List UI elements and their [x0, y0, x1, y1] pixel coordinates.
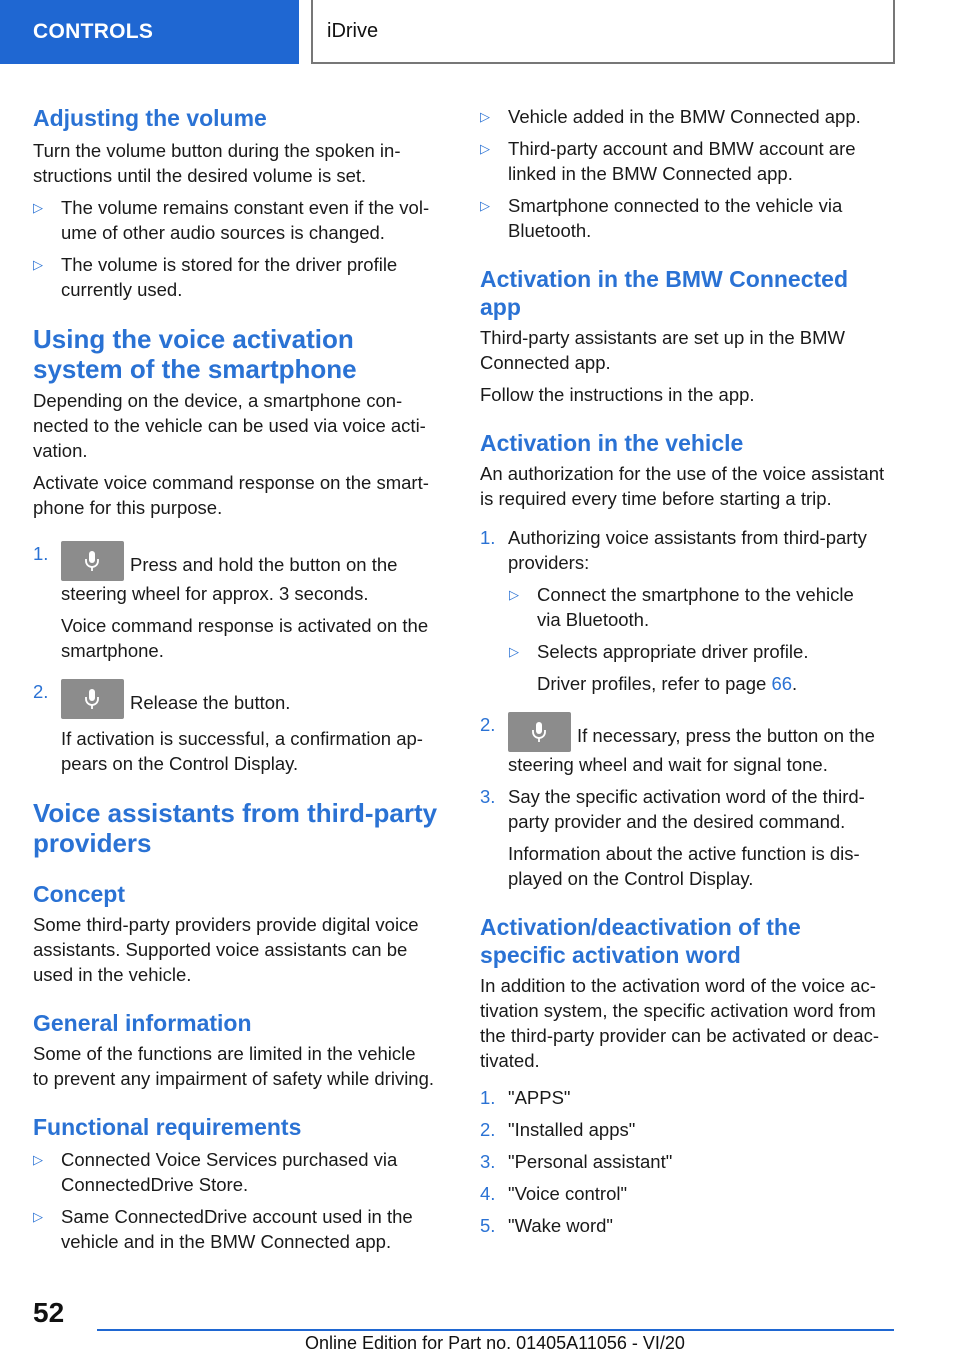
- footer-edition: Online Edition for Part no. 01405A11056 - VI/20: [305, 1333, 685, 1353]
- step-number: 2.: [33, 681, 49, 702]
- paragraph-voice-1: Depending on the device, a smartphone con- nected to the vehicle can be used via voice acti- vation.: [33, 390, 426, 461]
- paragraph-deact: In addition to the activation word of the voice ac- tivation system, the specific activation word from the third-party provider can be activated or deac- tivated.: [480, 975, 879, 1071]
- list-item: ▷ Connect the smartphone to the vehicle via Bluetooth.: [509, 584, 854, 630]
- list-item: ▷ Connected Voice Services purchased via ConnectedDrive Store.: [33, 1149, 398, 1195]
- step-1: 1. Press and hold the button on the steering wheel for approx. 3 seconds.: [33, 543, 398, 604]
- step-number: 1.: [480, 527, 496, 548]
- triangle-bullet-icon: ▷: [480, 198, 490, 213]
- triangle-bullet-icon: ▷: [509, 587, 519, 602]
- step-1-note: Voice command response is activated on the smartphone.: [61, 615, 429, 661]
- chapter-title: iDrive: [327, 19, 379, 42]
- paragraph-follow: Follow the instructions in the app.: [480, 384, 755, 405]
- microphone-button-icon: [508, 712, 571, 752]
- driver-profile-reference: Driver profiles, refer to page 66.: [537, 673, 798, 694]
- step-number: 1.: [33, 543, 49, 564]
- list-item: ▷ Vehicle added in the BMW Connected app.: [480, 106, 861, 127]
- list-item: ▷ The volume is stored for the driver profile currently used.: [33, 254, 398, 300]
- microphone-icon: [84, 550, 100, 572]
- list-item: ▷ Selects appropriate driver profile.: [509, 641, 809, 662]
- microphone-button-icon: [61, 679, 124, 719]
- heading-activation-vehicle: Activation in the vehicle: [480, 430, 744, 456]
- left-column: [33, 100, 445, 1254]
- list-item: ▷ Smartphone connected to the vehicle via Bluetooth.: [480, 195, 843, 241]
- page-number: 52: [33, 1297, 65, 1328]
- paragraph-concept: Some third-party providers provide digital voice assistants. Supported voice assistants can be used in the vehicle.: [33, 914, 419, 985]
- microphone-icon: [531, 721, 547, 743]
- heading-functional-requirements: Functional requirements: [33, 1114, 302, 1140]
- heading-third-party: Voice assistants from third-party providers: [33, 798, 438, 858]
- paragraph-vehicle: An authorization for the use of the voice assistant is required every time before starting a trip.: [480, 463, 885, 509]
- triangle-bullet-icon: ▷: [480, 109, 490, 124]
- chapter-tab-idrive: [311, 0, 895, 64]
- list-item: ▷ Third-party account and BMW account are linked in the BMW Connected app.: [480, 138, 856, 184]
- step-number: 2.: [480, 714, 496, 735]
- heading-voice-activation: Using the voice activation system of the smartphone: [33, 324, 357, 384]
- triangle-bullet-icon: ▷: [509, 644, 519, 659]
- step-2: 2. Release the button.: [33, 679, 445, 719]
- heading-adjusting-volume: Adjusting the volume: [33, 105, 267, 131]
- list-item: ▷ Same ConnectedDrive account used in the vehicle and in the BMW Connected app.: [33, 1206, 413, 1252]
- microphone-button-icon: [61, 541, 124, 581]
- step-number: 3.: [480, 786, 496, 807]
- triangle-bullet-icon: ▷: [33, 200, 43, 215]
- paragraph-voice-2: Activate voice command response on the smart- phone for this purpose.: [33, 472, 429, 518]
- list-item: 2. "Installed apps": [480, 1119, 636, 1140]
- vehicle-step-3: 3. Say the specific activation word of the third- party provider and the desired command.: [480, 786, 865, 832]
- microphone-icon: [84, 688, 100, 710]
- list-item: 3. "Personal assistant": [480, 1151, 673, 1172]
- list-item: 5. "Wake word": [480, 1215, 613, 1236]
- page-link[interactable]: 66: [771, 673, 793, 694]
- heading-activation-app: Activation in the BMW Connected app: [480, 266, 848, 320]
- paragraph-adjust: Turn the volume button during the spoken in- structions until the desired volume is set.: [33, 140, 401, 186]
- heading-concept: Concept: [33, 881, 125, 907]
- heading-activation-deactivation: Activation/deactivation of the specific activation word: [480, 914, 801, 968]
- footer-divider: [97, 1329, 894, 1331]
- list-item: 4. "Voice control": [480, 1183, 628, 1204]
- right-column: [480, 100, 898, 1238]
- paragraph-general: Some of the functions are limited in the vehicle to prevent any impairment of safety while driving.: [33, 1043, 435, 1089]
- vehicle-step-2: 2. If necessary, press the button on the steering wheel and wait for signal tone.: [480, 714, 875, 775]
- triangle-bullet-icon: ▷: [480, 141, 490, 156]
- section-tab-controls: [0, 0, 299, 64]
- triangle-bullet-icon: ▷: [33, 257, 43, 272]
- heading-general-information: General information: [33, 1010, 252, 1036]
- section-title: CONTROLS: [33, 20, 154, 43]
- vehicle-step-3-note: Information about the active function is dis- played on the Control Display.: [508, 843, 860, 889]
- triangle-bullet-icon: ▷: [33, 1209, 43, 1224]
- triangle-bullet-icon: ▷: [33, 1152, 43, 1167]
- step-2-note: If activation is successful, a confirmation ap- pears on the Control Display.: [61, 728, 423, 774]
- paragraph-app: Third-party assistants are set up in the BMW Connected app.: [480, 327, 845, 373]
- list-item: 1. "APPS": [480, 1087, 571, 1108]
- list-item: ▷ The volume remains constant even if the vol- ume of other audio sources is changed.: [33, 197, 430, 243]
- vehicle-step-1: 1. Authorizing voice assistants from third-party providers:: [480, 527, 867, 573]
